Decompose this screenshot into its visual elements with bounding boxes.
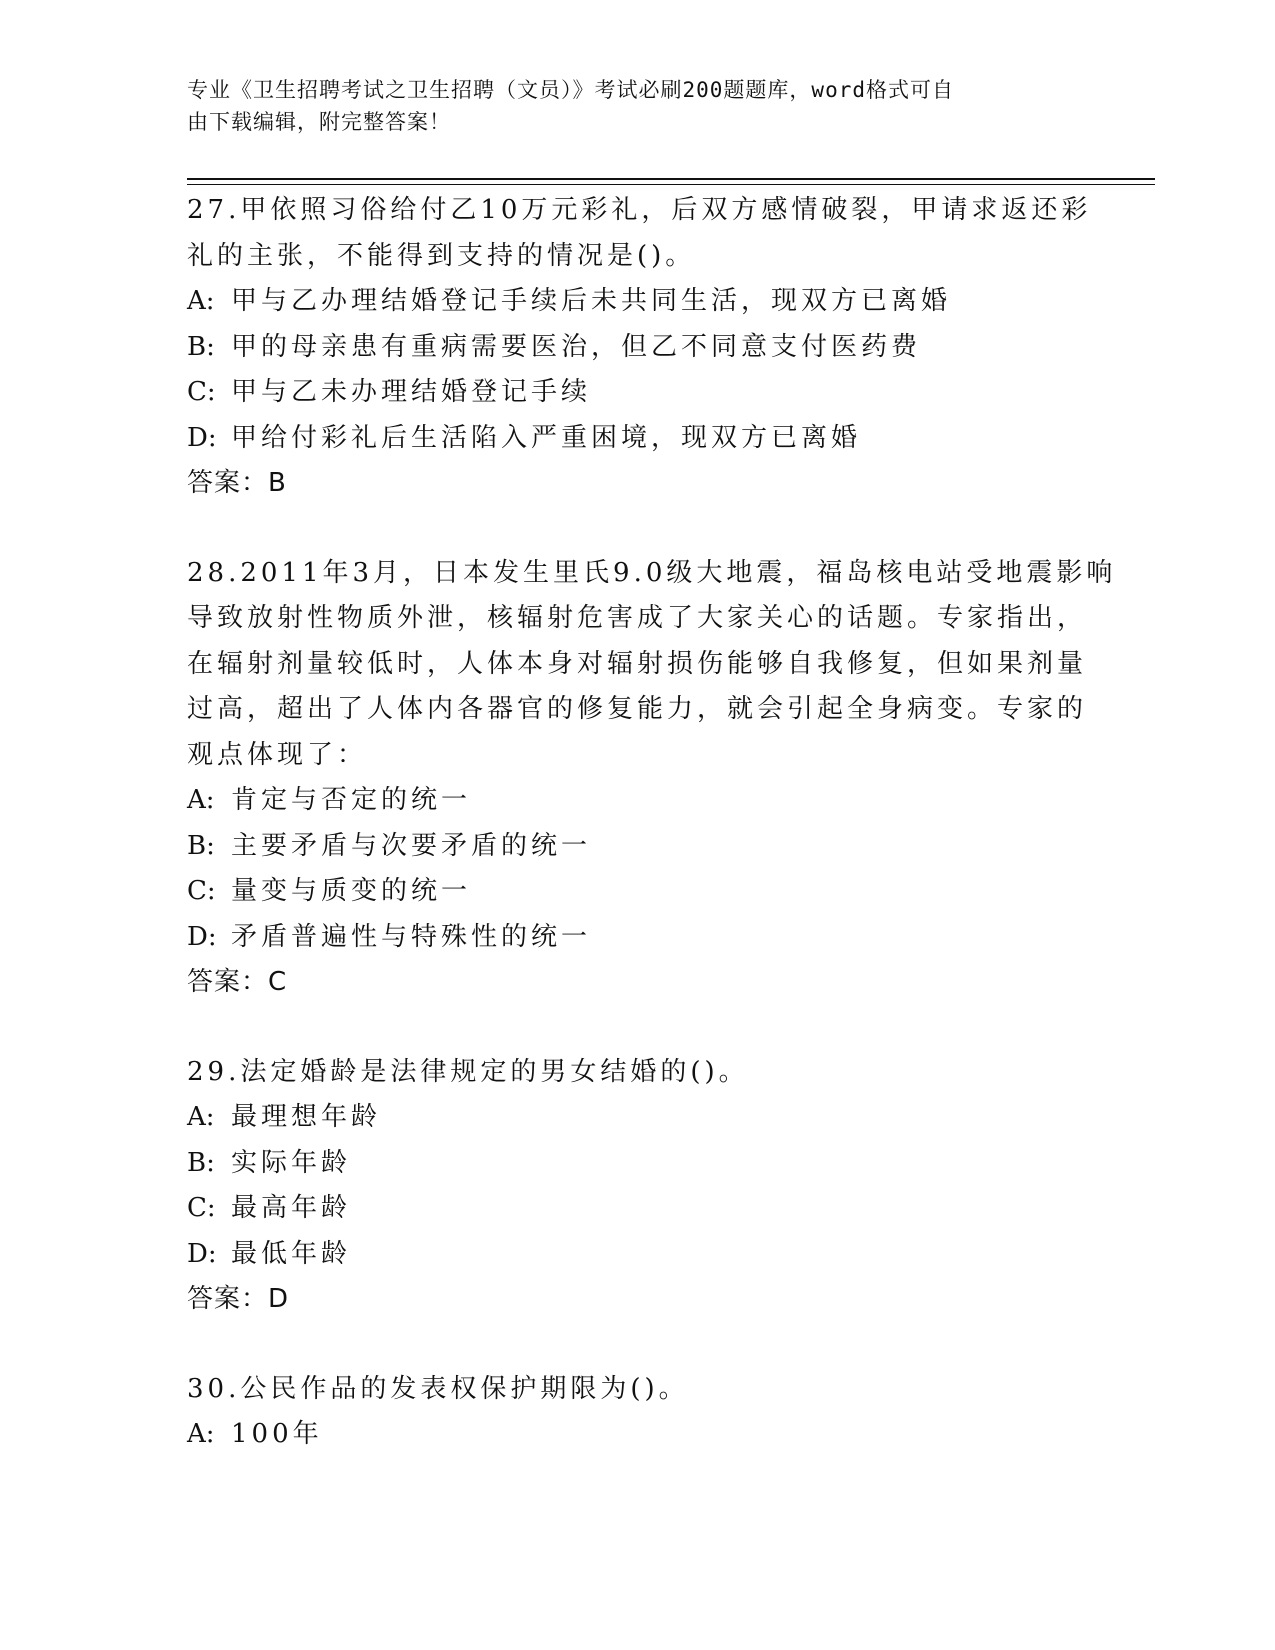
option-label: B: bbox=[187, 331, 215, 362]
answer-key: 答案：D bbox=[187, 1284, 290, 1314]
document-header bbox=[187, 74, 1067, 138]
option-text: 100年 bbox=[231, 1419, 323, 1449]
option-text: 甲与乙未办理结婚登记手续 bbox=[231, 377, 592, 407]
question-stem-line: 在辐射剂量较低时，人体本身对辐射损伤能够自我修复，但如果剂量 bbox=[187, 648, 1088, 679]
option-text: 量变与质变的统一 bbox=[231, 876, 472, 906]
question-stem-line: 过高，超出了人体内各器官的修复能力，就会引起全身病变。专家的 bbox=[187, 694, 1088, 724]
option-label: A: bbox=[187, 1102, 215, 1132]
header-rule-thin bbox=[187, 184, 1155, 185]
option-text: 甲给付彩礼后生活陷入严重困境，现双方已离婚 bbox=[231, 422, 862, 453]
answer-option bbox=[187, 1186, 1087, 1232]
option-label: A: bbox=[187, 286, 215, 316]
answer-key: 答案：B bbox=[187, 468, 287, 498]
question-stem-line: 礼的主张，不能得到支持的情况是()。 bbox=[187, 240, 696, 271]
option-text: 最高年龄 bbox=[231, 1193, 352, 1223]
answer-option bbox=[187, 1412, 1087, 1458]
question-stem-line: 28.2011年3月，日本发生里氏9.0级大地震，福岛核电站受地震影响 bbox=[187, 557, 1117, 588]
answer-option bbox=[187, 416, 1087, 462]
option-label: C: bbox=[187, 377, 216, 407]
question-stem-line: 29.法定婚龄是法律规定的男女结婚的()。 bbox=[187, 1056, 749, 1087]
header-line-2: 由下载编辑，附完整答案！ bbox=[187, 110, 451, 134]
option-text: 肯定与否定的统一 bbox=[231, 785, 472, 815]
option-text: 实际年龄 bbox=[231, 1147, 352, 1178]
question-stem-line: 观点体现了： bbox=[187, 739, 368, 770]
answer-option bbox=[187, 1232, 1087, 1278]
option-label: D: bbox=[187, 422, 217, 453]
question-stem-line: 30.公民作品的发表权保护期限为()。 bbox=[187, 1373, 689, 1404]
answer-option bbox=[187, 325, 1087, 371]
header-rule-thick bbox=[187, 178, 1155, 180]
option-label: C: bbox=[187, 1193, 216, 1223]
question-stem-line: 27.甲依照习俗给付乙10万元彩礼，后双方感情破裂，甲请求返还彩 bbox=[187, 195, 1092, 225]
option-text: 甲的母亲患有重病需要医治，但乙不同意支付医药费 bbox=[231, 331, 922, 362]
option-label: C: bbox=[187, 876, 216, 906]
question-stem-line: 导致放射性物质外泄，核辐射危害成了大家关心的话题。专家指出， bbox=[187, 603, 1088, 633]
option-label: A: bbox=[187, 785, 215, 815]
answer-option bbox=[187, 869, 1087, 915]
answer-key: 答案：C bbox=[187, 967, 288, 997]
answer-option bbox=[187, 370, 1087, 416]
option-label: B: bbox=[187, 1147, 215, 1178]
option-label: A: bbox=[187, 1419, 215, 1449]
option-label: D: bbox=[187, 921, 217, 952]
answer-option bbox=[187, 279, 1087, 325]
answer-option bbox=[187, 915, 1087, 961]
option-label: B: bbox=[187, 830, 215, 861]
option-text: 最理想年龄 bbox=[231, 1102, 382, 1132]
question-block bbox=[187, 551, 1117, 1006]
answer-option bbox=[187, 1141, 1087, 1187]
option-text: 最低年龄 bbox=[231, 1238, 352, 1269]
question-block bbox=[187, 1050, 1087, 1323]
header-line-1: 专业《卫生招聘考试之卫生招聘（文员）》考试必刷200题题库，word格式可自 bbox=[187, 78, 954, 102]
option-text: 主要矛盾与次要矛盾的统一 bbox=[231, 830, 592, 861]
question-block bbox=[187, 1367, 1087, 1458]
question-block bbox=[187, 188, 1092, 507]
option-label: D: bbox=[187, 1238, 217, 1269]
question-list bbox=[187, 188, 1117, 1458]
answer-option bbox=[187, 778, 1087, 824]
option-text: 矛盾普遍性与特殊性的统一 bbox=[231, 921, 592, 952]
option-text: 甲与乙办理结婚登记手续后未共同生活，现双方已离婚 bbox=[231, 286, 952, 316]
answer-option bbox=[187, 1095, 1087, 1141]
answer-option bbox=[187, 824, 1087, 870]
